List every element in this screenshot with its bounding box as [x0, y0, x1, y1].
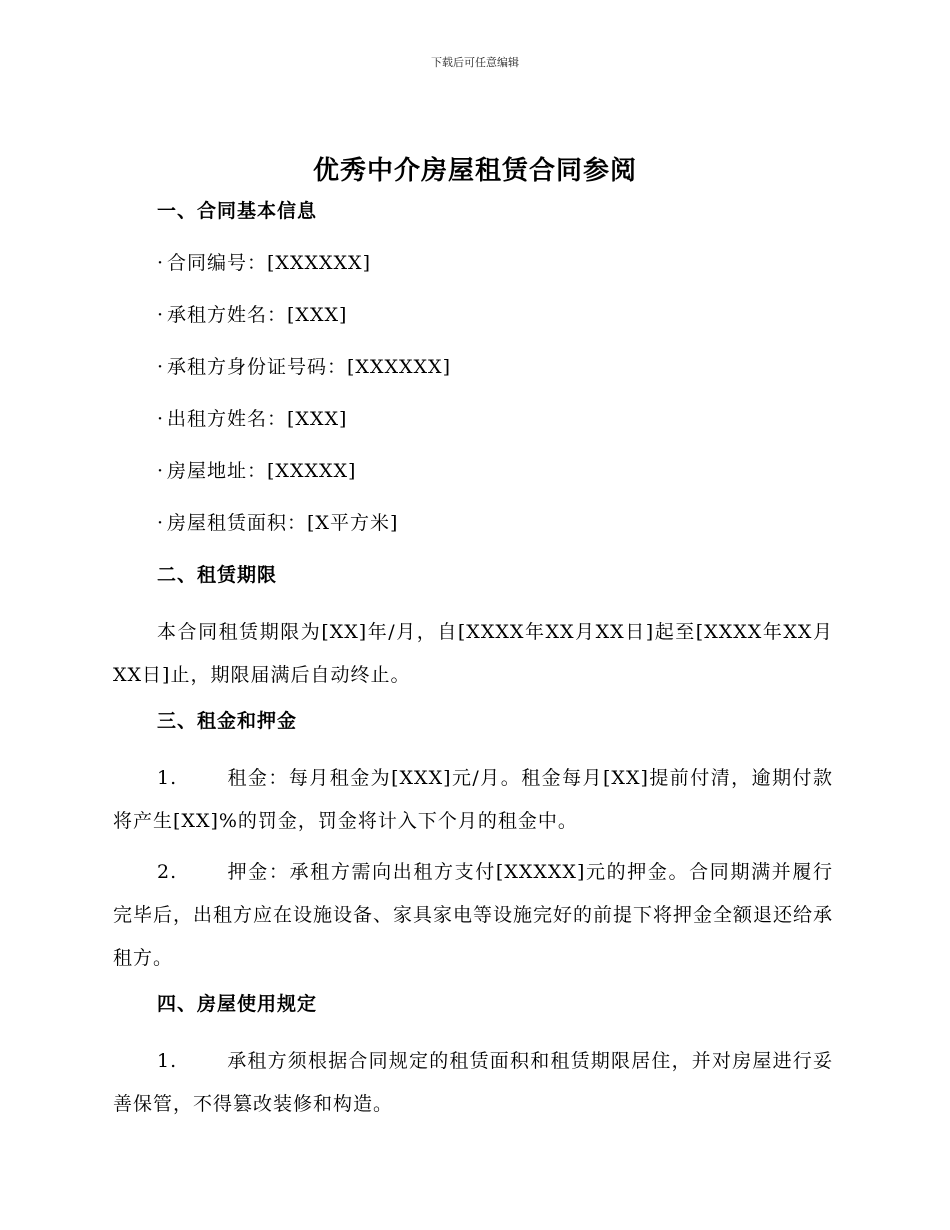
- bullet-item: [113, 247, 833, 299]
- bullet-text: 房屋地址：[XXXXX]: [167, 460, 357, 482]
- item-text: 租金：每月租金为[XXX]元/月。租金每月[XX]提前付清，逾期付款将产生[XX]%的罚金，罚金将计入下个月的租金中。: [113, 767, 833, 832]
- numbered-paragraph-deposit: [113, 851, 833, 980]
- bullet-dot-icon: ·: [157, 304, 165, 326]
- header-note: 下载后可任意编辑: [431, 56, 519, 69]
- document-title: 优秀中介房屋租赁合同参阅: [312, 156, 637, 186]
- bullet-text: 承租方姓名：[XXX]: [167, 304, 348, 326]
- bullet-dot-icon: ·: [157, 408, 165, 430]
- bullet-text: 出租方姓名：[XXX]: [167, 408, 348, 430]
- item-text: 押金：承租方需向出租方支付[XXXXX]元的押金。合同期满并履行完毕后，出租方应在设施设备、家具家电等设施完好的前提下将押金全额退还给承租方。: [113, 861, 834, 969]
- item-number: 1.: [157, 767, 178, 789]
- section-heading-rent-deposit: 三、租金和押金: [157, 710, 298, 732]
- numbered-paragraph-rent: [113, 757, 833, 843]
- bullet-text: 房屋租赁面积：[X平方米]: [167, 512, 399, 534]
- section-heading-lease-term: 二、租赁期限: [157, 564, 278, 586]
- bullet-text: 合同编号：[XXXXXX]: [167, 252, 371, 274]
- bullet-text: 承租方身份证号码：[XXXXXX]: [167, 356, 451, 378]
- bullet-dot-icon: ·: [157, 460, 165, 482]
- bullet-item: [113, 351, 833, 403]
- numbered-paragraph-usage: [113, 1040, 833, 1126]
- bullet-item: [113, 403, 833, 455]
- bullet-item: [113, 299, 833, 351]
- bullet-dot-icon: ·: [157, 512, 165, 534]
- lease-term-paragraph: 本合同租赁期限为[XX]年/月，自[XXXX年XX月XX日]起至[XXXX年XX月XX日]止，期限届满后自动终止。: [113, 621, 833, 686]
- bullet-dot-icon: ·: [157, 252, 165, 274]
- section-heading-usage-rules: 四、房屋使用规定: [157, 993, 318, 1015]
- document-body: [113, 195, 833, 1134]
- item-number: 2.: [157, 861, 178, 883]
- item-number: 1.: [157, 1050, 178, 1072]
- bullet-item: [113, 455, 833, 507]
- bullet-dot-icon: ·: [157, 356, 165, 378]
- section-heading-basic-info: 一、合同基本信息: [157, 200, 318, 222]
- bullet-item: [113, 507, 833, 559]
- item-text: 承租方须根据合同规定的租赁面积和租赁期限居住，并对房屋进行妥善保管，不得篡改装修和构造。: [113, 1050, 833, 1115]
